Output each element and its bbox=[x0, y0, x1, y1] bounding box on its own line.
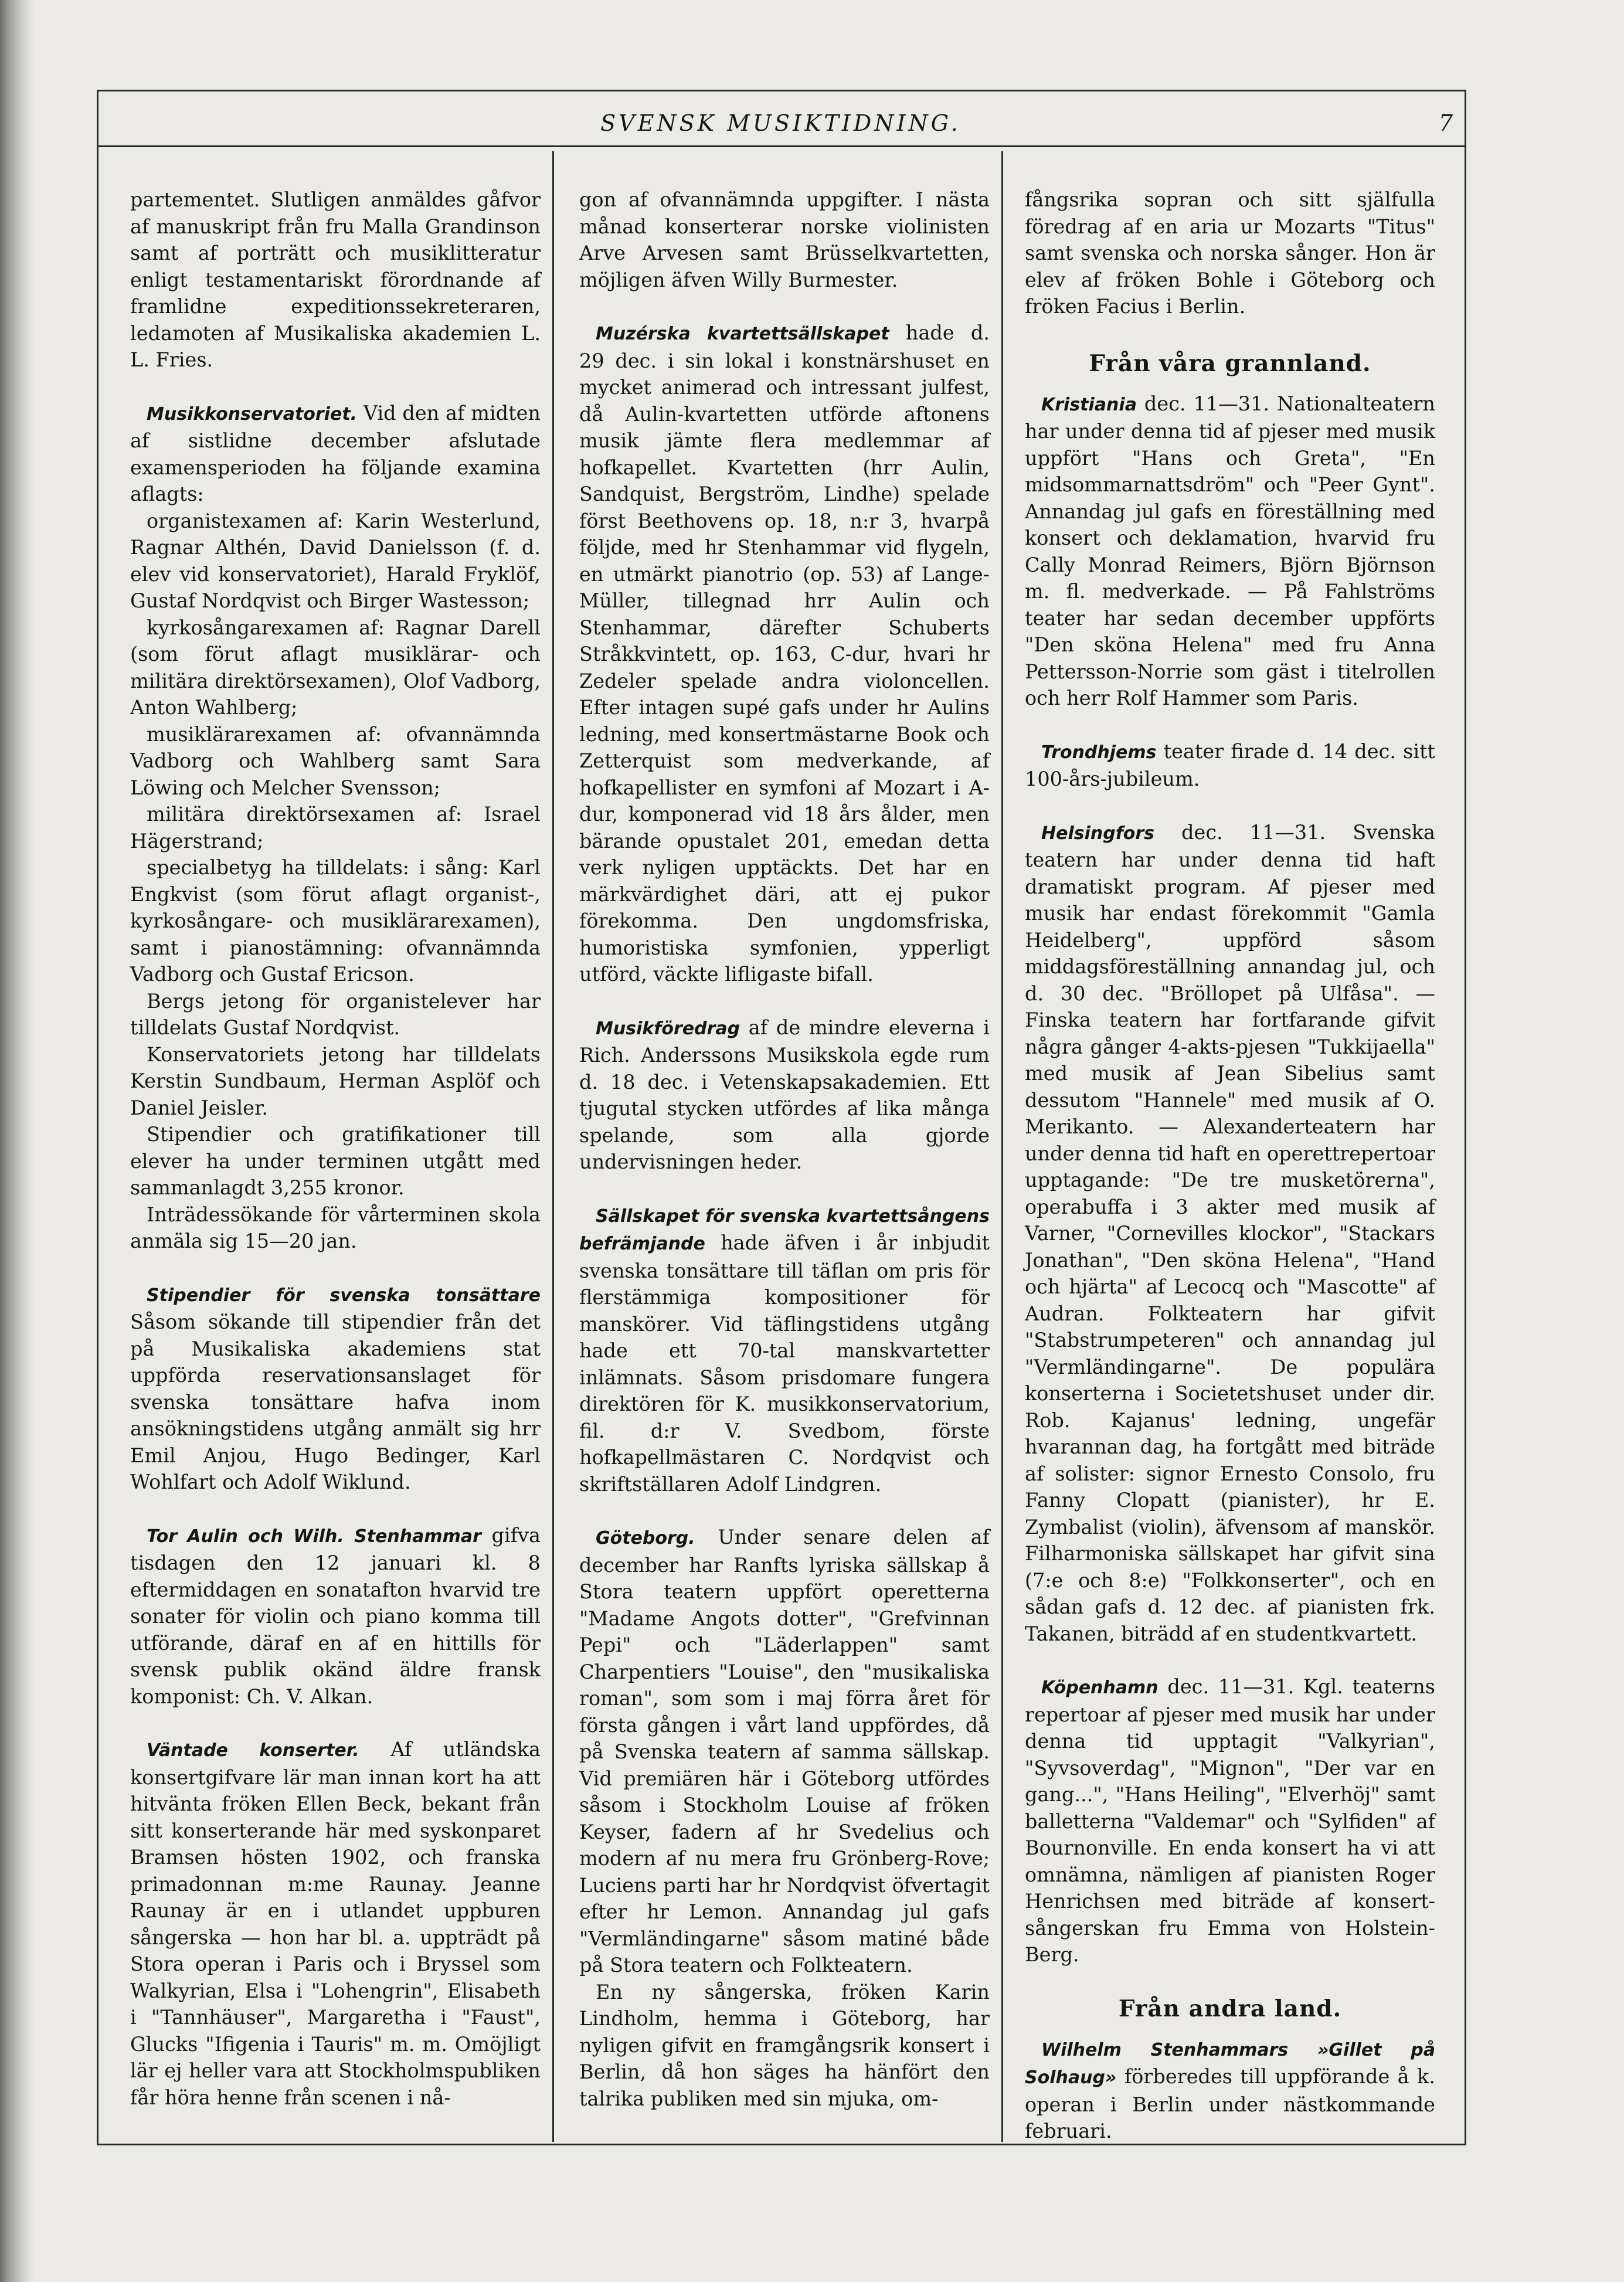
paragraph-text: gifva tisdagen den 12 januari kl. 8 eftermiddagen en sonatafton hvarvid tre sonater för violin och piano komma till utförande, däraf en af en hittills för svensk publik okänd äldre fransk komponist: Ch. V. Alkan. bbox=[130, 1523, 541, 1708]
paragraph-lead: Trondhjems bbox=[1041, 742, 1157, 763]
paragraph-lead: Wilhelm Stenhammars »Gillet på Solhaug» bbox=[1025, 2039, 1435, 2088]
paragraph: kyrkosångarexamen af: Ragnar Darell (som förut aflagt musiklärar- och militära direktörsexamen), Olof Vadborg, Anton Wahlberg; bbox=[130, 616, 541, 719]
paragraph-text: hade äfven i år inbjudit svenska tonsättare till täflan om pris för flerstämmiga kompositioner för manskörer. Vid täflingstidens utgång hade ett 70-tal manskvartetter inlämnats. Såsom prisdomare fungera direktören för K. musikkonservatorium, fil. d:r V. Svedbom, förste hofkapellmästaren C. Nordqvist och skriftställaren Adolf Lindgren. bbox=[579, 1231, 990, 1496]
paragraph: Stipendier och gratifikationer till elever ha under terminen utgått med sammanlagdt 3,255 kronor. bbox=[130, 1123, 541, 1199]
paragraph: Inträdessökande för vårterminen skola anmäla sig 15—20 jan. bbox=[130, 1203, 541, 1252]
paragraph-lead: Musikföredrag bbox=[596, 1018, 740, 1039]
paragraph-text: teater firade d. 14 dec. sitt 100-års-jubileum. bbox=[1025, 739, 1435, 790]
column-3 bbox=[1025, 186, 1435, 2145]
paragraph bbox=[130, 1522, 541, 1710]
paragraph-lead: Musikkonservatoriet. bbox=[147, 403, 358, 425]
paragraph: fångsrika sopran och sitt själfulla föredrag af en aria ur Mozarts "Titus" samt svenska och norska sånger. Hon är elev af fröken Bohle i Göteborg och fröken Facius i Berlin. bbox=[1025, 188, 1435, 318]
paragraph: musiklärarexamen af: ofvannämnda Vadborg och Wahlberg samt Sara Löwing och Melcher Svensson; bbox=[130, 722, 541, 799]
page-edge-shadow bbox=[0, 0, 34, 2282]
paragraph-text: Såsom sökande till stipendier från det på Musikaliska akademiens stat uppförda reservationsanslaget för svenska tonsättare hafva inom ansökningstidens utgång anmält sig hrr Emil Anjou, Hugo Bedinger, Karl Wohlfart och Adolf Wiklund. bbox=[130, 1310, 541, 1493]
paragraph-text: hade d. 29 dec. i sin lokal i konstnärshuset en mycket animerad och intressant julfest, då Aulin-kvartetten utförde aftonens musik jämte flera medlemmar af hofkapellet. Kvartetten (hrr Aulin, Sandquist, Bergström, Lindhe) spelade först Beethovens op. 18, n:r 3, hvarpå följde, med hr Stenhammar vid flygeln, en utmärkt pianotrio (op. 53) af Lange-Müller, tillegnad hrr Aulin och Stenhammar, därefter Schuberts Stråkkvintett, op. 163, C-dur, hvari hr Zedeler spelade andra violoncellen. Efter intagen supé gafs under hr Aulins ledning, med konsertmästarne Book och Zetterquist som medverkande, af hofkapellister en symfoni af Mozart i A-dur, komponerad vid 18 års ålder, men bärande opustalet 201, emedan detta verk nyligen upptäckts. Det har en märkvärdighet däri, att ej pukor förekomma. Den ungdomsfriska, humoristiska symfonien, ypperligt utförd, väckte lifligaste bifall. bbox=[579, 321, 990, 986]
paragraph bbox=[130, 1736, 541, 2111]
paragraph: partementet. Slutligen anmäldes gåfvor af manuskript från fru Malla Grandinson samt af porträtt och musiklitteratur enligt testamentariskt förordnande af framlidne expeditionssekreteraren, ledamoten af Musikaliska akademien L. L. Fries. bbox=[130, 188, 541, 371]
paragraph-text: af de mindre eleverna i Rich. Anderssons Musikskola egde rum d. 18 dec. i Vetenskapsakademien. Ett tjugutal stycken utfördes af lika många spelande, som alla gjorde undervisningen heder. bbox=[579, 1016, 990, 1173]
paragraph bbox=[579, 1014, 990, 1176]
paragraph bbox=[1025, 738, 1435, 793]
paragraph bbox=[579, 1202, 990, 1498]
section-heading: Från andra land. bbox=[1118, 1995, 1342, 2022]
paragraph: specialbetyg ha tilldelats: i sång: Karl Engkvist (som förut aflagt organist-, kyrkosångare- och musiklärarexamen), samt i pianostämning: ofvannämnda Vadborg och Gustaf Ericson. bbox=[130, 856, 541, 986]
column-rule bbox=[552, 151, 554, 2142]
paragraph bbox=[1025, 2036, 1435, 2145]
paragraph-lead: Sällskapet för svenska kvartettsångens befrämjande bbox=[579, 1205, 990, 1254]
paragraph: gon af ofvannämnda uppgifter. I nästa månad konserterar norske violinisten Arve Arvesen samt Brüsselkvartetten, möjligen äfven Willy Burmester. bbox=[579, 188, 990, 291]
paragraph-text: dec. 11—31. Svenska teatern har under denna tid haft dramatiskt program. Af pjeser med musik har endast förekommit "Gamla Heidelberg", uppförd såsom middagsföreställning annandag jul, och d. 30 dec. "Bröllopet på Ulfåsa". — Finska teatern har fortfarande gifvit några gånger 4-akts-pjesen "Tukkijaella" med musik af Jean Sibelius samt dessutom "Hannele" med musik af O. Merikanto. — Alexanderteatern har under denna tid haft en operettrepertoar upptagande: "De tre musketörerna", operabuffa i 3 akter med musik af Varner, "Cornevilles klockor", "Stackars Jonathan", "Den sköna Helena", "Hand och hjärta" af Lecocq och "Mascotte" af Audran. Folkteatern har gifvit "Stabstrumpeteren" och annandag jul "Vermländingarne". De populära konserterna i Societetshuset under dir. Rob. Kajanus' ledning, ungefär hvarannan dag, ha fortgått med biträde af solister: signor Ernesto Consolo, fru Fanny Clopatt (pianister), hr E. Zymbalist (violin), äfvensom af manskör. Filharmoniska sällskapet har gifvit sina (7:e och 8:e) "Folkkonserter", och en sådan gafs d. 12 dec. af pianisten frk. Takanen, biträdd af en studentkvartett. bbox=[1025, 820, 1435, 1645]
paragraph: organistexamen af: Karin Westerlund, Ragnar Althén, David Danielsson (f. d. elev vid konservatoriet), Harald Fryklöf, Gustaf Nordqvist och Birger Wastesson; bbox=[130, 509, 541, 612]
paragraph bbox=[130, 400, 541, 508]
paragraph bbox=[579, 1524, 990, 1979]
paragraph bbox=[1025, 1673, 1435, 1968]
running-head bbox=[97, 110, 1465, 140]
paragraph-lead: Väntade konserter. bbox=[147, 1740, 359, 1761]
paragraph-text: dec. 11—31. Nationalteatern har under denna tid af pjeser med musik uppfört "Hans och Greta", "En midsommarnattsdröm" och "Peer Gynt". Annandag jul gafs en föreställning med konsert och deklamation, hvarvid fru Cally Monrad Reimers, Björn Björnson m. fl. medverkade. — På Fahlströms teater har sedan december uppförts "Den sköna Helena" med fru Anna Pettersson-Norrie som gäst i titelrollen och herr Rolf Hammer som Paris. bbox=[1025, 392, 1435, 709]
paragraph-text: Under senare delen af december har Ranfts lyriska sällskap å Stora teatern uppfört operetterna "Madame Angots dotter", "Grefvinnan Pepi" och "Läderlappen" samt Charpentiers "Louise", den "musikaliska roman", som som i maj förra året för första gången i vårt land uppfördes, då på Svenska teatern af samma sällskap. Vid premiären här i Göteborg utfördes såsom i Stockholm Louise af fröken Keyser, fadern af hr Svedelius och modern af nu mera fru Grönberg-Rove; Luciens parti har hr Nordqvist öfvertagit efter hr Lemon. Annandag jul gafs "Vermländingarne" såsom matiné både på Stora teatern och Folkteatern. bbox=[579, 1526, 990, 1977]
paragraph bbox=[579, 320, 990, 988]
page-number: 7 bbox=[1438, 110, 1453, 136]
paragraph-lead: Tor Aulin och Wilh. Stenhammar bbox=[147, 1526, 481, 1547]
paragraph: En ny sångerska, fröken Karin Lindholm, hemma i Göteborg, har nyligen gifvit en framgångsrik konsert i Berlin, då hon säges ha hänfört den talrika publiken med sin mjuka, om- bbox=[579, 1980, 990, 2110]
paragraph: militära direktörsexamen af: Israel Hägerstrand; bbox=[130, 803, 541, 853]
column-rule bbox=[1001, 151, 1003, 2142]
paragraph bbox=[130, 1281, 541, 1496]
paragraph-lead: Göteborg. bbox=[596, 1528, 695, 1548]
header-rule bbox=[97, 145, 1465, 147]
paragraph bbox=[1025, 390, 1435, 712]
paragraph bbox=[1025, 819, 1435, 1648]
paragraph-lead: Stipendier för svenska tonsättare bbox=[147, 1285, 541, 1306]
paragraph-lead: Köpenhamn bbox=[1041, 1677, 1158, 1698]
paragraph: Konservatoriets jetong har tilldelats Kerstin Sundbaum, Herman Asplöf och Daniel Jeisler. bbox=[130, 1042, 541, 1119]
paragraph-text: Af utländska konsertgifvare lär man innan kort ha att hitvänta fröken Ellen Beck, bekant från sitt konserterande här med syskonparet Bramsen hösten 1902, och franska primadonnan m:me Raunay. Jeanne Raunay är en i utlandet uppburen sångerska — hon har bl. a. uppträdt på Stora operan i Paris och i Bryssel som Walkyrian, Elsa i "Lohengrin", Elisabeth i "Tannhäuser", Margaretha i "Faust", Glucks "Ifigenia i Tauris" m. m. Omöjligt lär ej heller vara att Stockholmspubliken får höra henne från scenen i nå- bbox=[130, 1738, 541, 2109]
paragraph-text: förberedes till uppförande å k. operan i Berlin under nästkommande februari. bbox=[1025, 2065, 1435, 2142]
paragraph: Bergs jetong för organistelever har tilldelats Gustaf Nordqvist. bbox=[130, 989, 541, 1039]
paragraph-text: Vid den af midten af sistlidne december afslutade examensperioden ha följande examina aflagts: bbox=[130, 401, 541, 505]
section-heading: Från våra grannland. bbox=[1089, 349, 1371, 377]
paragraph-text: dec. 11—31. Kgl. teaterns repertoar af pjeser med musik har under denna tid upptagit "Valkyrian", "Syvsoverdag", "Mignon", "Der var en gang...", "Hans Heiling", "Elverhöj" samt balletterna "Valdemar" och "Sylfiden" af Bournonville. En enda konsert ha vi att omnämna, nämligen af pianisten Roger Henrichsen med biträde af konsert-sångerskan fru Emma von Holstein-Berg. bbox=[1025, 1675, 1435, 1966]
paragraph-lead: Kristiania bbox=[1041, 394, 1137, 415]
paragraph-lead: Helsingfors bbox=[1041, 823, 1155, 844]
column-1 bbox=[130, 186, 541, 2111]
column-2 bbox=[579, 186, 990, 2112]
paragraph-lead: Muzérska kvartettsällskapet bbox=[596, 324, 889, 344]
journal-title: SVENSK MUSIKTIDNING. bbox=[600, 110, 961, 136]
